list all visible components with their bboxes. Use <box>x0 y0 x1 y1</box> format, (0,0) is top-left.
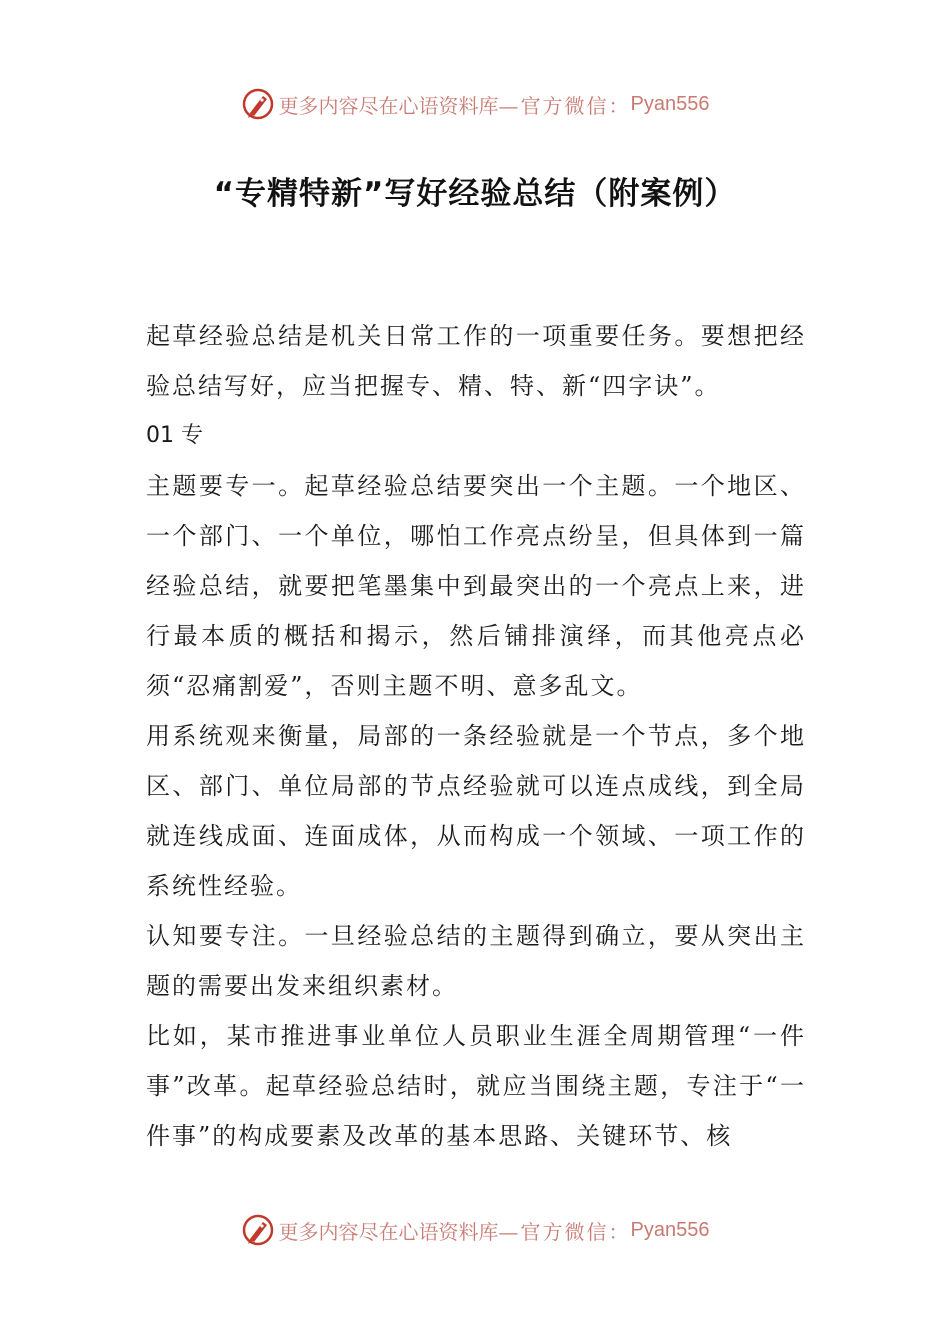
document-body <box>146 311 806 1161</box>
watermark-text: 更多内容尽在心语资料库— <box>278 93 519 118</box>
watermark-wechat-id: Pyan556 <box>630 92 710 115</box>
pen-nib-logo-icon <box>241 87 275 121</box>
watermark-header <box>0 84 950 124</box>
watermark-wechat-id: Pyan556 <box>630 1218 710 1241</box>
paragraph: 用系统观来衡量，局部的一条经验就是一个节点，多个地区、部门、单位局部的节点经验就可以连点成线，到全局就连线成面、连面成体，从而构成一个领域、一项工作的系统性经验。 <box>146 722 806 900</box>
watermark-wechat-label: 官方微信： <box>520 93 631 118</box>
paragraph: 认知要专注。一旦经验总结的主题得到确立，要从突出主题的需要出发来组织素材。 <box>146 922 806 1000</box>
watermark-wechat-label: 官方微信： <box>520 1219 631 1244</box>
pen-nib-logo-icon <box>241 1213 275 1247</box>
watermark-footer <box>0 1210 950 1250</box>
paragraph: 起草经验总结是机关日常工作的一项重要任务。要想把经验总结写好，应当把握专、精、特、新“四字诀”。 <box>146 322 806 400</box>
paragraph: 主题要专一。起草经验总结要突出一个主题。一个地区、一个部门、一个单位，哪怕工作亮点纷呈，但具体到一篇经验总结，就要把笔墨集中到最突出的一个亮点上来，进行最本质的概括和揭示，然后铺排演绎，而其他亮点必须“忍痛割爱”，否则主题不明、意多乱文。 <box>146 472 806 700</box>
watermark-text: 更多内容尽在心语资料库— <box>278 1219 519 1244</box>
section-heading: 01 专 <box>146 423 203 448</box>
paragraph: 比如，某市推进事业单位人员职业生涯全周期管理“一件事”改革。起草经验总结时，就应当围绕主题，专注于“一件事”的构成要素及改革的基本思路、关键环节、核 <box>146 1022 806 1150</box>
document-title: “专精特新”写好经验总结（附案例） <box>213 176 737 212</box>
